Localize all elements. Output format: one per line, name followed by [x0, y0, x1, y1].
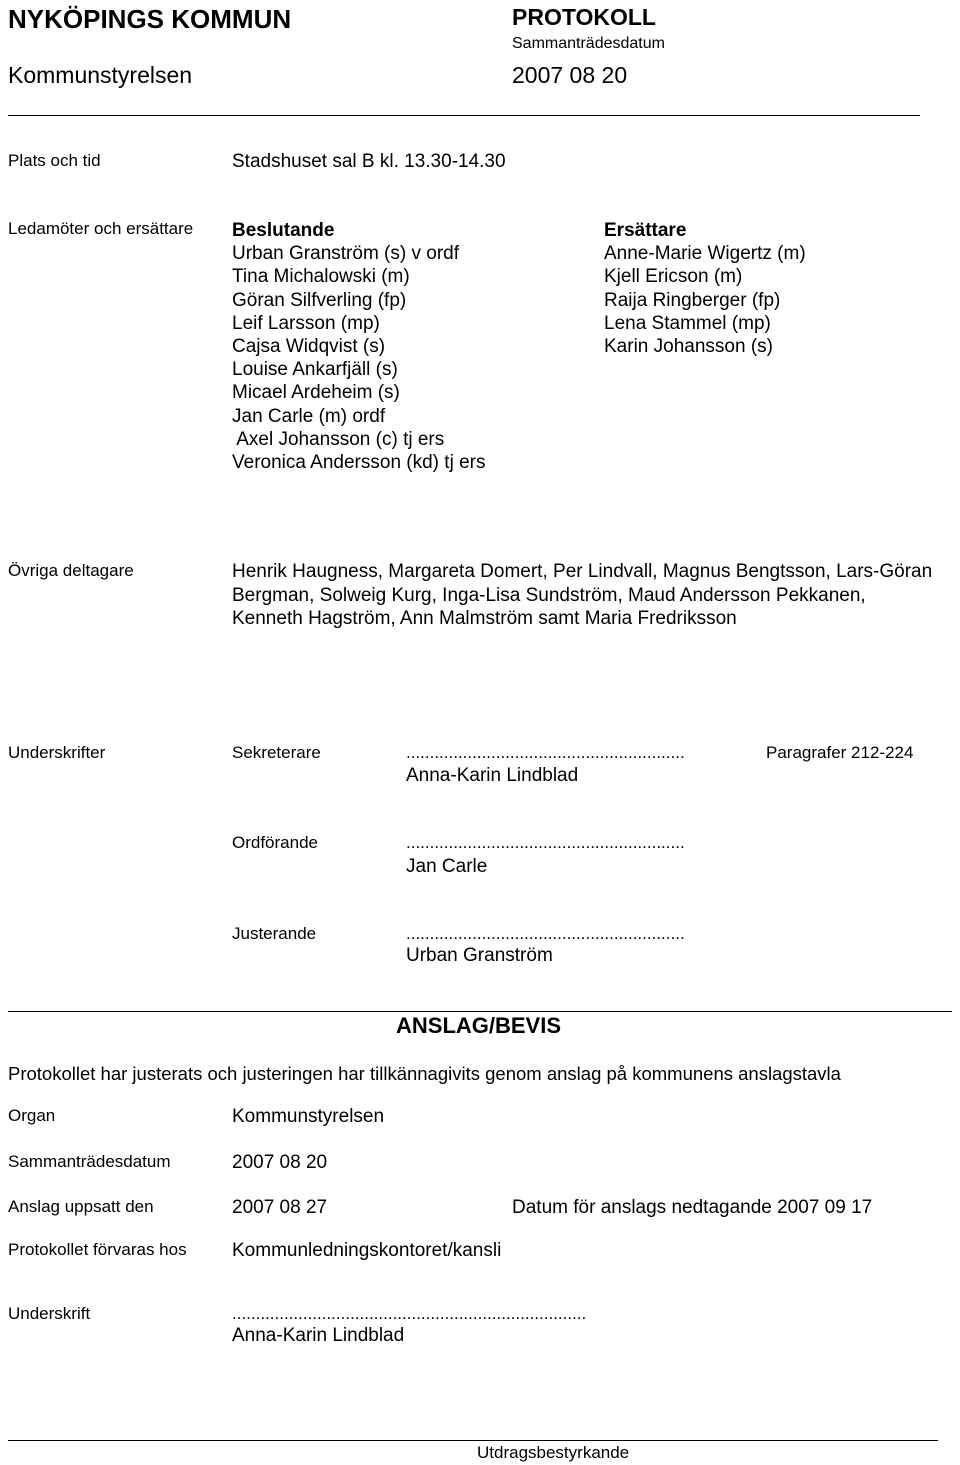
list-item: Karin Johansson (s): [604, 336, 773, 358]
substitutes-list: [604, 219, 806, 358]
footer-rule: [8, 1440, 938, 1441]
list-item: Kenneth Hagström, Ann Malmström samt Maria Fredriksson: [232, 608, 737, 629]
list-item: Kjell Ericson (m): [604, 266, 743, 288]
posted-label: Anslag uppsatt den: [8, 1197, 154, 1216]
secretary-role: Sekreterare: [232, 743, 321, 762]
list-item: Bergman, Solweig Kurg, Inga-Lisa Sundström, Maud Andersson Pekkanen,: [232, 584, 866, 606]
place-time-label: Plats och tid: [8, 151, 101, 170]
list-item: Louise Ankarfjäll (s): [232, 359, 398, 381]
kept-value: Kommunledningskontoret/kansli: [232, 1240, 502, 1261]
list-item: Anne-Marie Wigertz (m): [604, 243, 806, 265]
notice-rule: [8, 1011, 952, 1012]
decision-makers-list: [232, 219, 485, 474]
list-item: Leif Larsson (mp): [232, 312, 380, 334]
organ-label: Organ: [8, 1106, 56, 1125]
meeting-date: 2007 08 20: [512, 62, 628, 88]
kept-label: Protokollet förvaras hos: [8, 1240, 187, 1259]
list-item: Raija Ringberger (fp): [604, 289, 781, 311]
notice-title: ANSLAG/BEVIS: [396, 1013, 562, 1038]
chair-signature-line: ...........................................................: [406, 833, 685, 852]
list-item: Tina Michalowski (m): [232, 266, 410, 288]
place-time-value: Stadshuset sal B kl. 13.30-14.30: [232, 151, 506, 172]
adjuster-signature-line: ...........................................................: [406, 924, 685, 943]
list-item: Lena Stammel (mp): [604, 312, 771, 334]
municipality-name: NYKÖPINGS KOMMUN: [8, 4, 292, 34]
date-label: Sammanträdesdatum: [512, 35, 665, 52]
signature-label: Underskrift: [8, 1304, 91, 1323]
others-label: Övriga deltagare: [8, 561, 134, 580]
document-type: PROTOKOLL: [512, 4, 656, 30]
list-item: Urban Granström (s) v ordf: [232, 243, 459, 265]
notice-statement: Protokollet har justerats och justeringen har tillkännagivits genom anslag på kommunens anslagstavla: [8, 1063, 841, 1084]
adjuster-name: Urban Granström: [406, 945, 553, 966]
governing-body: Kommunstyrelsen: [8, 62, 193, 88]
members-label: Ledamöter och ersättare: [8, 219, 194, 238]
signatures-label: Underskrifter: [8, 743, 106, 762]
removal-date: Datum för anslags nedtagande 2007 09 17: [512, 1197, 873, 1218]
list-item: Axel Johansson (c) tj ers: [232, 428, 445, 450]
list-item: Göran Silfverling (fp): [232, 289, 407, 311]
signature-name: Anna-Karin Lindblad: [232, 1325, 405, 1346]
posted-value: 2007 08 27: [232, 1197, 328, 1218]
chair-name: Jan Carle: [406, 856, 488, 877]
meeting-date-value: 2007 08 20: [232, 1152, 328, 1173]
organ-value: Kommunstyrelsen: [232, 1106, 385, 1127]
list-item: Henrik Haugness, Margareta Domert, Per Lindvall, Magnus Bengtsson, Lars-Göran: [232, 561, 933, 582]
decision-makers-heading: Beslutande: [232, 220, 335, 241]
footer-certification: Utdragsbestyrkande: [477, 1443, 630, 1462]
list-item: Jan Carle (m) ordf: [232, 405, 386, 427]
others-list: [232, 560, 932, 631]
secretary-name: Anna-Karin Lindblad: [406, 765, 579, 786]
signature-line: ...........................................................................: [232, 1304, 587, 1323]
list-item: Cajsa Widqvist (s): [232, 336, 386, 358]
meeting-date-label: Sammanträdesdatum: [8, 1152, 171, 1171]
list-item: Veronica Andersson (kd) tj ers: [232, 452, 486, 474]
header-rule: [8, 115, 920, 116]
paragraph-range: Paragrafer 212-224: [766, 743, 914, 762]
adjuster-role: Justerande: [232, 924, 317, 943]
substitutes-heading: Ersättare: [604, 220, 687, 241]
secretary-signature-line: ...........................................................: [406, 743, 685, 762]
chair-role: Ordförande: [232, 833, 318, 852]
list-item: Micael Ardeheim (s): [232, 382, 400, 404]
